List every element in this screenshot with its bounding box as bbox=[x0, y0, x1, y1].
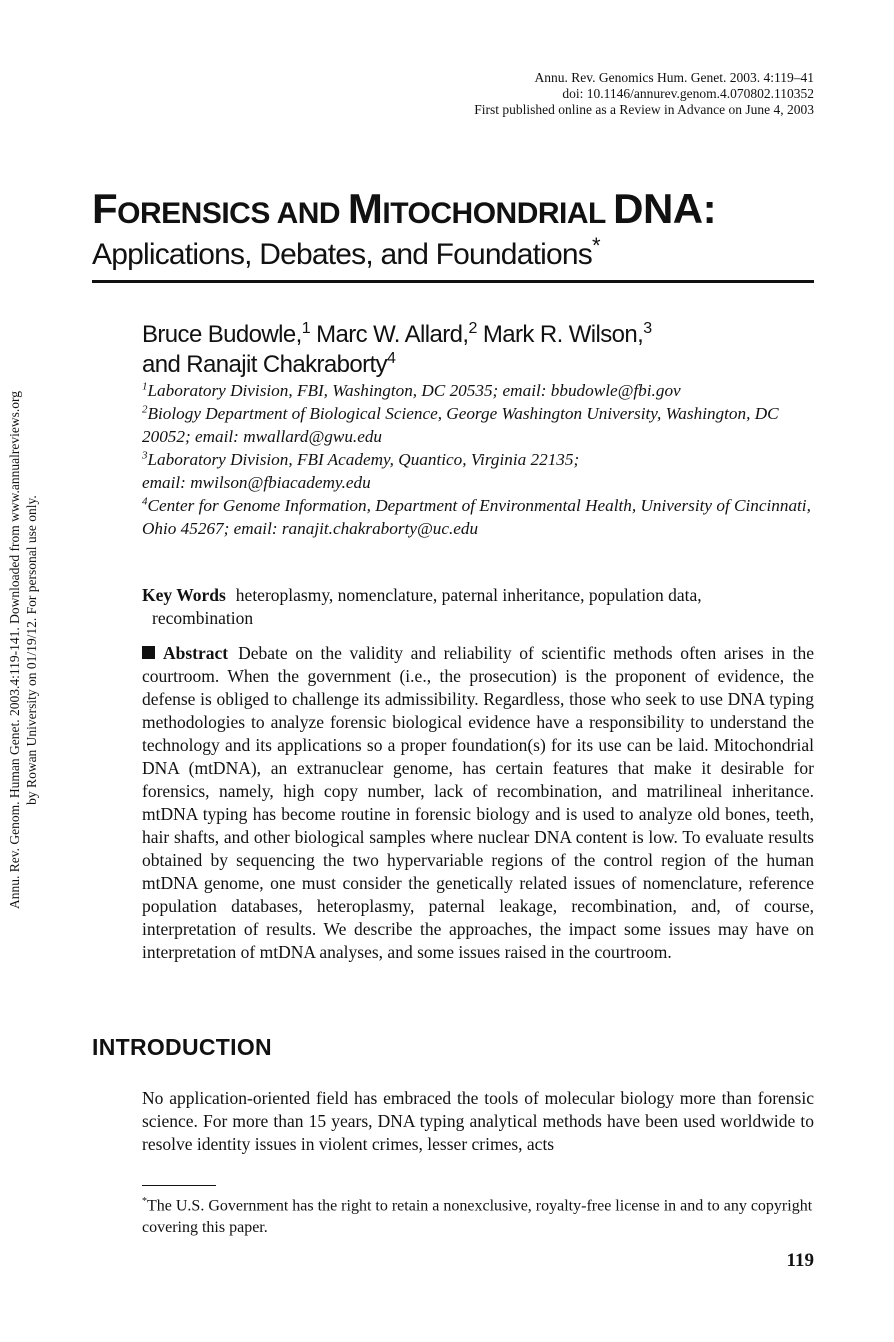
author-sup: 1 bbox=[301, 320, 311, 337]
key-words-list-cont: recombination bbox=[152, 608, 254, 628]
download-watermark bbox=[6, 310, 44, 990]
title-smallcaps-1: ORENSICS AND bbox=[117, 197, 348, 230]
affiliation-email: email: mwilson@fbiacademy.edu bbox=[142, 473, 371, 492]
affiliation-1 bbox=[142, 379, 814, 402]
affiliation-text: Laboratory Division, FBI, Washington, DC 20535; email: bbudowle@fbi.gov bbox=[147, 381, 681, 400]
key-words bbox=[142, 584, 814, 630]
published-line: First published online as a Review in Advance on June 4, 2003 bbox=[474, 102, 814, 117]
doi-line: doi: 10.1146/annurev.genom.4.070802.110352 bbox=[562, 86, 814, 101]
abstract-text: Debate on the validity and reliability of scientific methods often arises in the courtroom. When the government (i.e., the prosecution) is the proponent of evidence, the defense is obliged to challenge its admissibility. Regardless, those who seek to use DNA typing methodologies to analyze forensic biological evidence have a responsibility to understand the technology and its applications so a proper foundation(s) for its use can be laid. Mitochondrial DNA (mtDNA), an extranuclear genome, has certain features that make it desirable for forensics, namely, high copy number, lack of recombination, and matrilineal inheritance. mtDNA typing has become routine in forensic biology and is used to analyze old bones, teeth, hair shafts, and other biological samples where nuclear DNA content is low. To evaluate results obtained by sequencing the two hypervariable regions of the control region of the human mtDNA genome, one must consider the genetically related issues of nomenclature, reference population databases, heteroplasmy, paternal leakage, recombination, and, of course, interpretation of results. We describe the approaches, the impact some issues may have on interpretation of mtDNA analyses, and some issues raised in the courtroom. bbox=[142, 643, 814, 962]
author-sup: 3 bbox=[643, 320, 652, 337]
title-rule bbox=[92, 280, 814, 283]
footnote-rule bbox=[142, 1185, 216, 1186]
author-wilson: Mark R. Wilson, bbox=[476, 321, 644, 348]
watermark-line-1: Annu. Rev. Genom. Human Genet. 2003.4:119-141. Downloaded from www.annualreviews.org bbox=[7, 391, 22, 909]
affiliation-num: 2 bbox=[142, 403, 148, 416]
subtitle-text: Applications, Debates, and Foundations bbox=[92, 238, 592, 271]
affiliation-num: 1 bbox=[142, 380, 148, 393]
author-sup: 2 bbox=[468, 320, 477, 337]
key-words-list: heteroplasmy, nomenclature, paternal inheritance, population data, bbox=[235, 585, 702, 605]
footnote bbox=[142, 1191, 814, 1239]
author-budowle: Bruce Budowle, bbox=[142, 321, 302, 348]
title-cap-f: F bbox=[92, 185, 118, 232]
title-cap-m: M bbox=[347, 185, 383, 232]
section-heading-introduction: INTRODUCTION bbox=[92, 1034, 272, 1060]
citation-line: Annu. Rev. Genomics Hum. Genet. 2003. 4:119–41 bbox=[534, 70, 814, 85]
affiliation-4 bbox=[142, 494, 814, 540]
affiliation-text: Center for Genome Information, Department of Environmental Health, University of Cincinnati, Ohio 45267; email: ranajit.chakraborty@uc.edu bbox=[142, 496, 811, 538]
affiliation-3 bbox=[142, 448, 814, 494]
abstract-square-icon bbox=[142, 646, 155, 659]
affiliation-num: 3 bbox=[142, 449, 148, 462]
key-words-label: Key Words bbox=[142, 585, 226, 605]
author-list bbox=[142, 320, 814, 380]
title-dna: DNA: bbox=[613, 185, 717, 232]
watermark-line-2: by Rowan University on 01/19/12. For personal use only. bbox=[24, 495, 39, 805]
affiliations bbox=[142, 379, 814, 540]
journal-header bbox=[474, 70, 814, 118]
footnote-mark: * bbox=[142, 1196, 147, 1207]
author-allard: Marc W. Allard, bbox=[310, 321, 469, 348]
introduction-paragraph: No application-oriented field has embraced the tools of molecular biology more than forensic science. For more than 15 years, DNA typing analytical methods have been used worldwide to resolve identity issues in violent crimes, lesser crimes, acts bbox=[142, 1088, 814, 1154]
title-smallcaps-2: ITOCHONDRIAL bbox=[382, 197, 614, 230]
affiliation-num: 4 bbox=[142, 495, 148, 508]
affiliation-2 bbox=[142, 402, 814, 448]
affiliation-text: Biology Department of Biological Science, George Washington University, Washington, DC 20052; email: mwallard@gwu.edu bbox=[142, 404, 779, 446]
footnote-text: The U.S. Government has the right to retain a nonexclusive, royalty-free license in and to any copyright covering this paper. bbox=[142, 1197, 813, 1237]
author-sup: 4 bbox=[387, 350, 396, 367]
abstract bbox=[142, 642, 814, 964]
article-title bbox=[92, 186, 814, 237]
author-chakraborty: and Ranajit Chakraborty bbox=[142, 351, 388, 378]
article-subtitle bbox=[92, 233, 814, 274]
abstract-label: Abstract bbox=[163, 643, 229, 663]
affiliation-text: Laboratory Division, FBI Academy, Quantico, Virginia 22135; bbox=[147, 450, 580, 469]
subtitle-footnote-mark: * bbox=[591, 233, 600, 258]
page-number: 119 bbox=[786, 1250, 814, 1271]
